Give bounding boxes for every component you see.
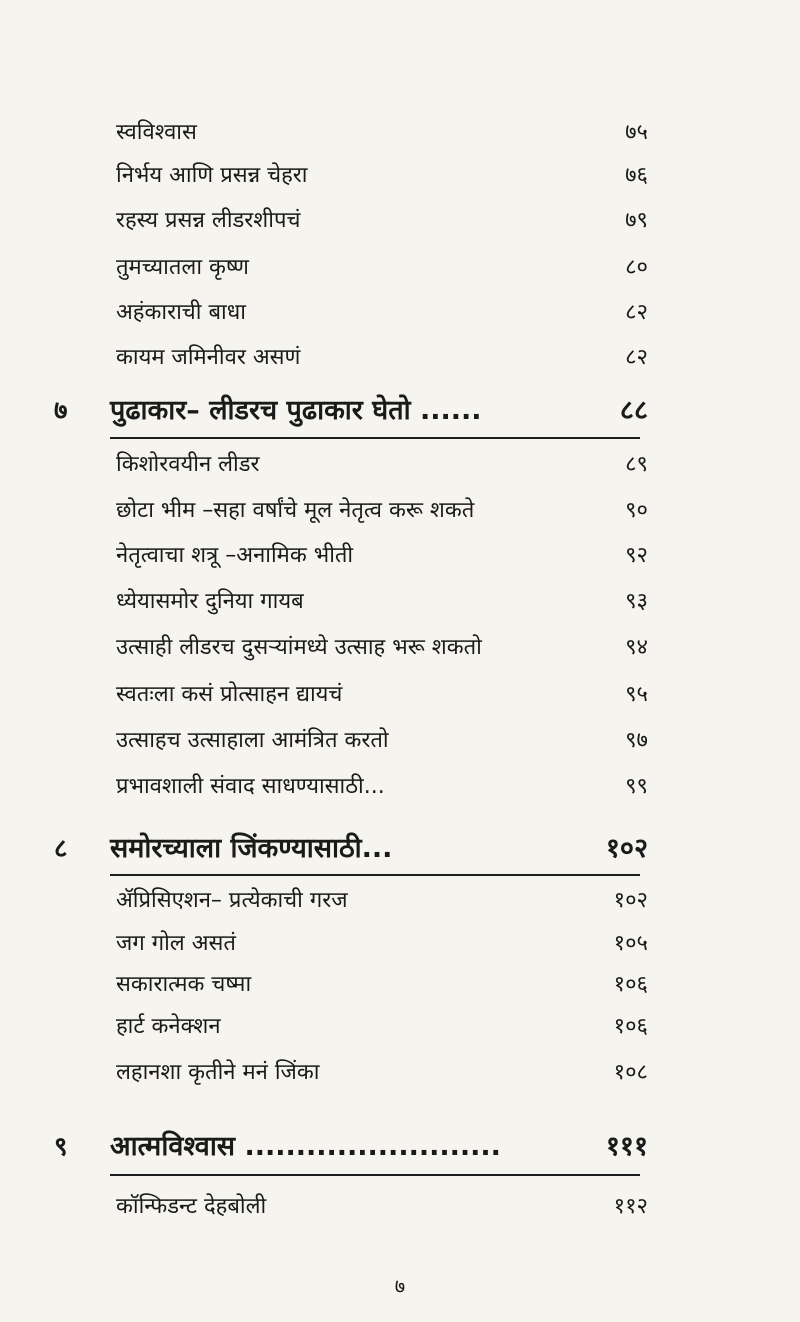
chapter-heading-9 xyxy=(0,1130,800,1170)
chapter-number: ८ xyxy=(54,834,68,864)
entry-page-number: ७६ xyxy=(625,163,648,188)
entry-title: नेतृत्वाचा शत्रू –अनामिक भीती xyxy=(116,543,354,568)
entry-title: सकारात्मक चष्मा xyxy=(116,972,252,997)
toc-entry xyxy=(0,450,800,490)
entry-page-number: १०६ xyxy=(613,972,648,997)
entry-title: ॲप्रिसिएशन– प्रत्येकाची गरज xyxy=(116,888,348,913)
entry-title: लहानशा कृतीने मनं जिंका xyxy=(116,1060,320,1085)
toc-entry xyxy=(0,886,800,926)
chapter-title: पुढाकार– लीडरच पुढाकार घेतो ...... xyxy=(110,395,482,426)
toc-entry xyxy=(0,1012,800,1052)
page-folio: ७ xyxy=(394,1274,406,1298)
entry-page-number: ७९ xyxy=(625,208,648,233)
entry-title: तुमच्यातला कृष्ण xyxy=(116,255,249,280)
entry-title: प्रभावशाली संवाद साधण्यासाठी... xyxy=(116,774,385,799)
entry-page-number: १०५ xyxy=(613,931,648,956)
entry-title: हार्ट कनेक्शन xyxy=(116,1014,221,1039)
entry-title: स्वविश्वास xyxy=(116,120,197,145)
entry-title: छोटा भीम –सहा वर्षांचे मूल नेतृत्व करू शकते xyxy=(116,498,475,523)
entry-title: उत्साहच उत्साहाला आमंत्रित करतो xyxy=(116,728,389,753)
entry-page-number: १०६ xyxy=(613,1014,648,1039)
chapter-divider xyxy=(110,1174,640,1176)
toc-entry xyxy=(0,929,800,969)
toc-entry xyxy=(0,772,800,812)
entry-page-number: ९४ xyxy=(625,635,648,660)
toc-entry xyxy=(0,298,800,338)
entry-page-number: ९३ xyxy=(625,589,648,614)
entry-title: निर्भय आणि प्रसन्न चेहरा xyxy=(116,163,308,188)
entry-page-number: ११२ xyxy=(613,1194,648,1219)
chapter-title: आत्मविश्वास ......................... xyxy=(110,1131,501,1162)
chapter-divider xyxy=(110,874,640,876)
chapter-number: ७ xyxy=(54,396,68,426)
entry-page-number: ९५ xyxy=(625,682,648,707)
toc-entry xyxy=(0,118,800,158)
toc-entry xyxy=(0,496,800,536)
entry-title: अहंकाराची बाधा xyxy=(116,300,246,325)
entry-title: ध्येयासमोर दुनिया गायब xyxy=(116,589,304,614)
entry-title: कायम जमिनीवर असणं xyxy=(116,345,301,370)
toc-entry xyxy=(0,633,800,673)
entry-page-number: ८२ xyxy=(625,300,648,325)
chapter-divider xyxy=(110,437,640,439)
entry-page-number: ७५ xyxy=(625,120,648,145)
chapter-page-number: ८८ xyxy=(619,395,648,426)
toc-entry xyxy=(0,587,800,627)
chapter-heading-7 xyxy=(0,394,800,434)
entry-title: जग गोल असतं xyxy=(116,931,236,956)
toc-entry xyxy=(0,1058,800,1098)
entry-page-number: ८० xyxy=(625,255,648,280)
toc-entry xyxy=(0,343,800,383)
toc-entry xyxy=(0,541,800,581)
entry-page-number: ९९ xyxy=(625,774,648,799)
entry-page-number: ८९ xyxy=(625,452,648,477)
toc-entry xyxy=(0,1192,800,1232)
entry-page-number: ९७ xyxy=(625,728,648,753)
entry-page-number: १०२ xyxy=(613,888,648,913)
toc-entry xyxy=(0,680,800,720)
toc-entry xyxy=(0,253,800,293)
entry-title: रहस्य प्रसन्न लीडरशीपचं xyxy=(116,208,301,233)
toc-entry xyxy=(0,206,800,246)
chapter-title: समोरच्याला जिंकण्यासाठी... xyxy=(110,833,393,864)
entry-title: स्वतःला कसं प्रोत्साहन द्यायचं xyxy=(116,682,343,707)
entry-page-number: ९० xyxy=(625,498,648,523)
entry-page-number: १०८ xyxy=(613,1060,648,1085)
entry-page-number: ८२ xyxy=(625,345,648,370)
toc-entry xyxy=(0,726,800,766)
entry-title: कॉन्फिडन्ट देहबोली xyxy=(116,1194,267,1219)
toc-entry xyxy=(0,970,800,1010)
entry-title: उत्साही लीडरच दुसऱ्यांमध्ये उत्साह भरू शकतो xyxy=(116,635,482,660)
chapter-number: ९ xyxy=(54,1132,68,1162)
entry-page-number: ९२ xyxy=(625,543,648,568)
chapter-page-number: १११ xyxy=(605,1131,648,1162)
chapter-heading-8 xyxy=(0,832,800,872)
entry-title: किशोरवयीन लीडर xyxy=(116,452,260,477)
chapter-page-number: १०२ xyxy=(605,833,648,864)
toc-entry xyxy=(0,161,800,201)
